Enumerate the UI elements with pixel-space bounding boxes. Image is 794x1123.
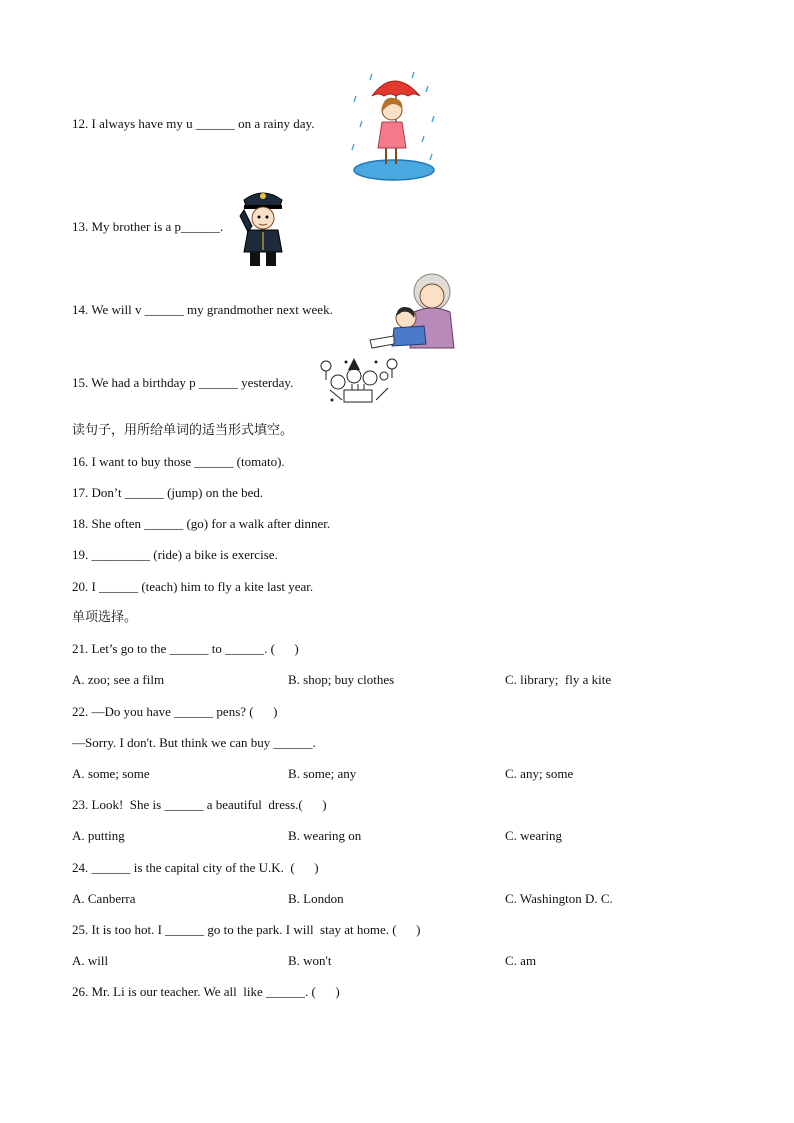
question-20: 20. I ______ (teach) him to fly a kite last year. [72, 579, 314, 594]
girl-umbrella-rain-picture [348, 66, 440, 182]
option-25-c: C. am [505, 953, 537, 968]
question-14: 14. We will v ______ my grandmother next week. [72, 302, 333, 317]
question-18: 18. She often ______ (go) for a walk after dinner. [72, 516, 331, 531]
option-21-b: B. shop; buy clothes [288, 672, 395, 687]
instruction-fill-blanks: 读句子，用所给单词的适当形式填空。 [72, 423, 294, 438]
option-22-b: B. some; any [288, 766, 357, 781]
option-23-b: B. wearing on [288, 828, 362, 843]
option-25-a: A. will [72, 953, 109, 968]
question-22-line2: —Sorry. I don't. But think we can buy ______. [72, 735, 316, 750]
option-21-a: A. zoo; see a film [72, 672, 165, 687]
question-21: 21. Let’s go to the ______ to ______. ( ) [72, 641, 299, 656]
grandmother-picture [364, 270, 458, 350]
option-24-b: B. London [288, 891, 344, 906]
question-16: 16. I want to buy those ______ (tomato). [72, 454, 285, 469]
question-12: 12. I always have my u ______ on a rainy day. [72, 116, 315, 131]
option-22-c: C. any; some [505, 766, 574, 781]
option-25-b: B. won't [288, 953, 332, 968]
option-23-c: C. wearing [505, 828, 563, 843]
question-17: 17. Don’t ______ (jump) on the bed. [72, 485, 264, 500]
question-19: 19. _________ (ride) a bike is exercise. [72, 547, 278, 562]
option-24-a: A. Canberra [72, 891, 136, 906]
option-24-c: C. Washington D. C. [505, 891, 613, 906]
option-22-a: A. some; some [72, 766, 150, 781]
birthday-party-picture [318, 356, 400, 408]
question-24: 24. ______ is the capital city of the U.K. ( ) [72, 860, 319, 875]
question-22: 22. —Do you have ______ pens? ( ) [72, 704, 278, 719]
question-26: 26. Mr. Li is our teacher. We all like ______. ( ) [72, 984, 340, 999]
question-23: 23. Look! She is ______ a beautiful dress.( ) [72, 797, 327, 812]
option-23-a: A. putting [72, 828, 125, 843]
option-21-c: C. library; fly a kite [505, 672, 612, 687]
question-15: 15. We had a birthday p ______ yesterday. [72, 375, 294, 390]
instruction-multiple-choice: 单项选择。 [72, 610, 138, 625]
question-25: 25. It is too hot. I ______ go to the park. I will stay at home. ( ) [72, 922, 421, 937]
policeman-picture [234, 186, 292, 270]
question-13: 13. My brother is a p______. [72, 219, 224, 234]
